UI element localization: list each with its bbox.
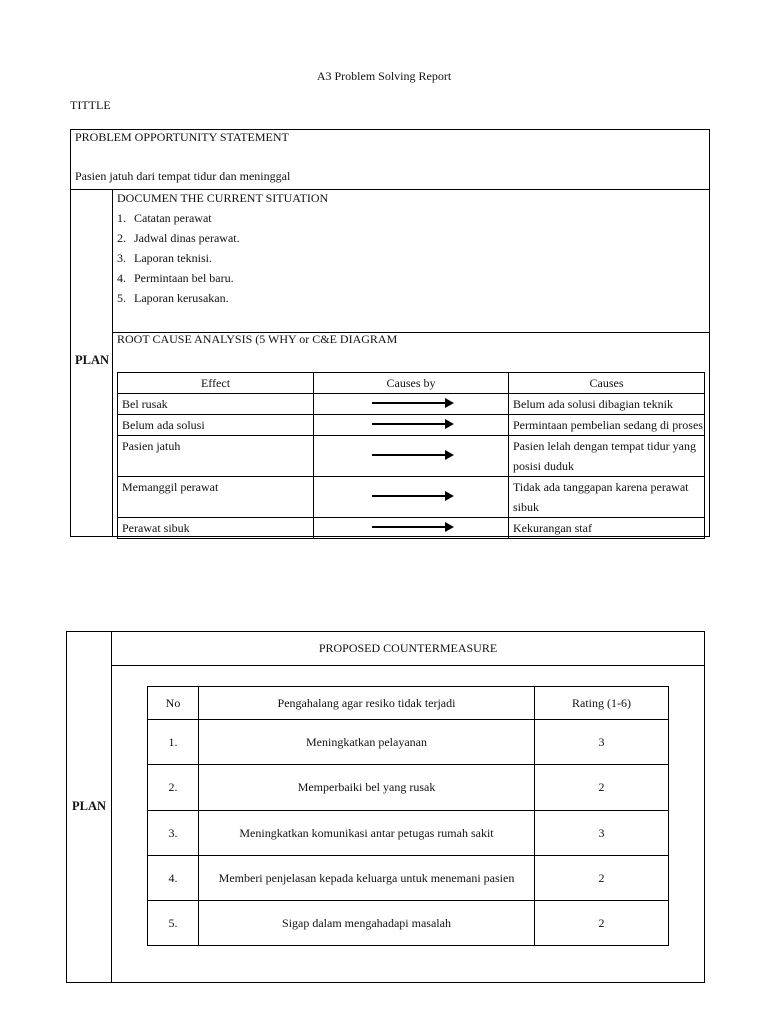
list-item-text: Laporan teknisi. bbox=[134, 251, 212, 265]
plan-label: PLAN bbox=[75, 353, 110, 367]
list-item-text: Jadwal dinas perawat. bbox=[134, 231, 240, 245]
tittle-label: TITTLE bbox=[70, 98, 111, 112]
column-header-rating: Rating (1-6) bbox=[535, 687, 669, 720]
rating-cell: 3 bbox=[535, 811, 669, 856]
list-item-number: 5. bbox=[117, 291, 126, 305]
list-item bbox=[117, 291, 229, 306]
cause-cell: Tidak ada tanggapan karena perawat sibuk bbox=[509, 477, 705, 518]
cause-cell: Kekurangan staf bbox=[509, 518, 705, 539]
row-number: 2. bbox=[148, 765, 199, 811]
list-item-text: Catatan perawat bbox=[134, 211, 212, 225]
right-arrow-icon bbox=[372, 526, 452, 528]
causes-by-cell bbox=[314, 477, 509, 518]
list-item bbox=[117, 271, 234, 286]
right-arrow-icon bbox=[372, 423, 452, 425]
root-cause-table bbox=[117, 372, 705, 539]
report-title: A3 Problem Solving Report bbox=[316, 69, 452, 83]
rating-cell: 2 bbox=[535, 765, 669, 811]
table-row bbox=[118, 518, 705, 539]
causes-by-cell bbox=[314, 415, 509, 436]
plan-label-2: PLAN bbox=[72, 799, 107, 813]
list-item-number: 4. bbox=[117, 271, 126, 285]
measure-cell: Memperbaiki bel yang rusak bbox=[199, 765, 535, 811]
list-item bbox=[117, 231, 240, 246]
list-item-number: 1. bbox=[117, 211, 126, 225]
table-row bbox=[148, 811, 669, 856]
effect-cell: Bel rusak bbox=[118, 394, 314, 415]
list-item bbox=[117, 211, 212, 226]
rating-cell: 3 bbox=[535, 720, 669, 765]
causes-by-cell bbox=[314, 394, 509, 415]
row-divider bbox=[111, 665, 705, 666]
problem-text: Pasien jatuh dari tempat tidur dan meninggal bbox=[75, 169, 291, 183]
table-header-row bbox=[148, 687, 669, 720]
measure-cell: Meningkatkan komunikasi antar petugas rumah sakit bbox=[199, 811, 535, 856]
countermeasure-heading: PROPOSED COUNTERMEASURE bbox=[318, 641, 498, 655]
table-row bbox=[148, 901, 669, 946]
column-header-effect: Effect bbox=[118, 373, 314, 394]
row-number: 3. bbox=[148, 811, 199, 856]
cause-cell: Permintaan pembelian sedang di proses bbox=[509, 415, 705, 436]
measure-cell: Sigap dalam mengahadapi masalah bbox=[199, 901, 535, 946]
effect-cell: Belum ada solusi bbox=[118, 415, 314, 436]
cause-cell: Pasien lelah dengan tempat tidur yang posisi duduk bbox=[509, 436, 705, 477]
root-cause-heading: ROOT CAUSE ANALYSIS (5 WHY or C&E DIAGRAM bbox=[117, 332, 398, 346]
row-divider bbox=[70, 189, 710, 190]
table-row bbox=[118, 394, 705, 415]
column-header-measure: Pengahalang agar resiko tidak terjadi bbox=[199, 687, 535, 720]
row-number: 4. bbox=[148, 856, 199, 901]
table-row bbox=[148, 765, 669, 811]
countermeasure-table bbox=[147, 686, 669, 946]
list-item-number: 3. bbox=[117, 251, 126, 265]
rating-cell: 2 bbox=[535, 856, 669, 901]
list-item-number: 2. bbox=[117, 231, 126, 245]
column-divider bbox=[111, 631, 112, 983]
table-row bbox=[118, 436, 705, 477]
rating-cell: 2 bbox=[535, 901, 669, 946]
effect-cell: Memanggil perawat bbox=[118, 477, 314, 518]
measure-cell: Meningkatkan pelayanan bbox=[199, 720, 535, 765]
row-number: 5. bbox=[148, 901, 199, 946]
right-arrow-icon bbox=[372, 402, 452, 404]
effect-cell: Pasien jatuh bbox=[118, 436, 314, 477]
causes-by-cell bbox=[314, 518, 509, 539]
table-row bbox=[148, 856, 669, 901]
effect-cell: Perawat sibuk bbox=[118, 518, 314, 539]
right-arrow-icon bbox=[372, 495, 452, 497]
column-header-causes-by: Causes by bbox=[314, 373, 509, 394]
table-row bbox=[118, 477, 705, 518]
current-situation-heading: DOCUMEN THE CURRENT SITUATION bbox=[117, 191, 329, 205]
cause-cell: Belum ada solusi dibagian teknik bbox=[509, 394, 705, 415]
column-divider bbox=[112, 189, 113, 537]
right-arrow-icon bbox=[372, 454, 452, 456]
table-header-row bbox=[118, 373, 705, 394]
causes-by-cell bbox=[314, 436, 509, 477]
problem-heading: PROBLEM OPPORTUNITY STATEMENT bbox=[75, 130, 289, 144]
measure-cell: Memberi penjelasan kepada keluarga untuk menemani pasien bbox=[199, 856, 535, 901]
row-number: 1. bbox=[148, 720, 199, 765]
table-row bbox=[148, 720, 669, 765]
list-item bbox=[117, 251, 212, 266]
list-item-text: Laporan kerusakan. bbox=[134, 291, 229, 305]
list-item-text: Permintaan bel baru. bbox=[134, 271, 234, 285]
column-header-no: No bbox=[148, 687, 199, 720]
column-header-causes: Causes bbox=[509, 373, 705, 394]
table-row bbox=[118, 415, 705, 436]
